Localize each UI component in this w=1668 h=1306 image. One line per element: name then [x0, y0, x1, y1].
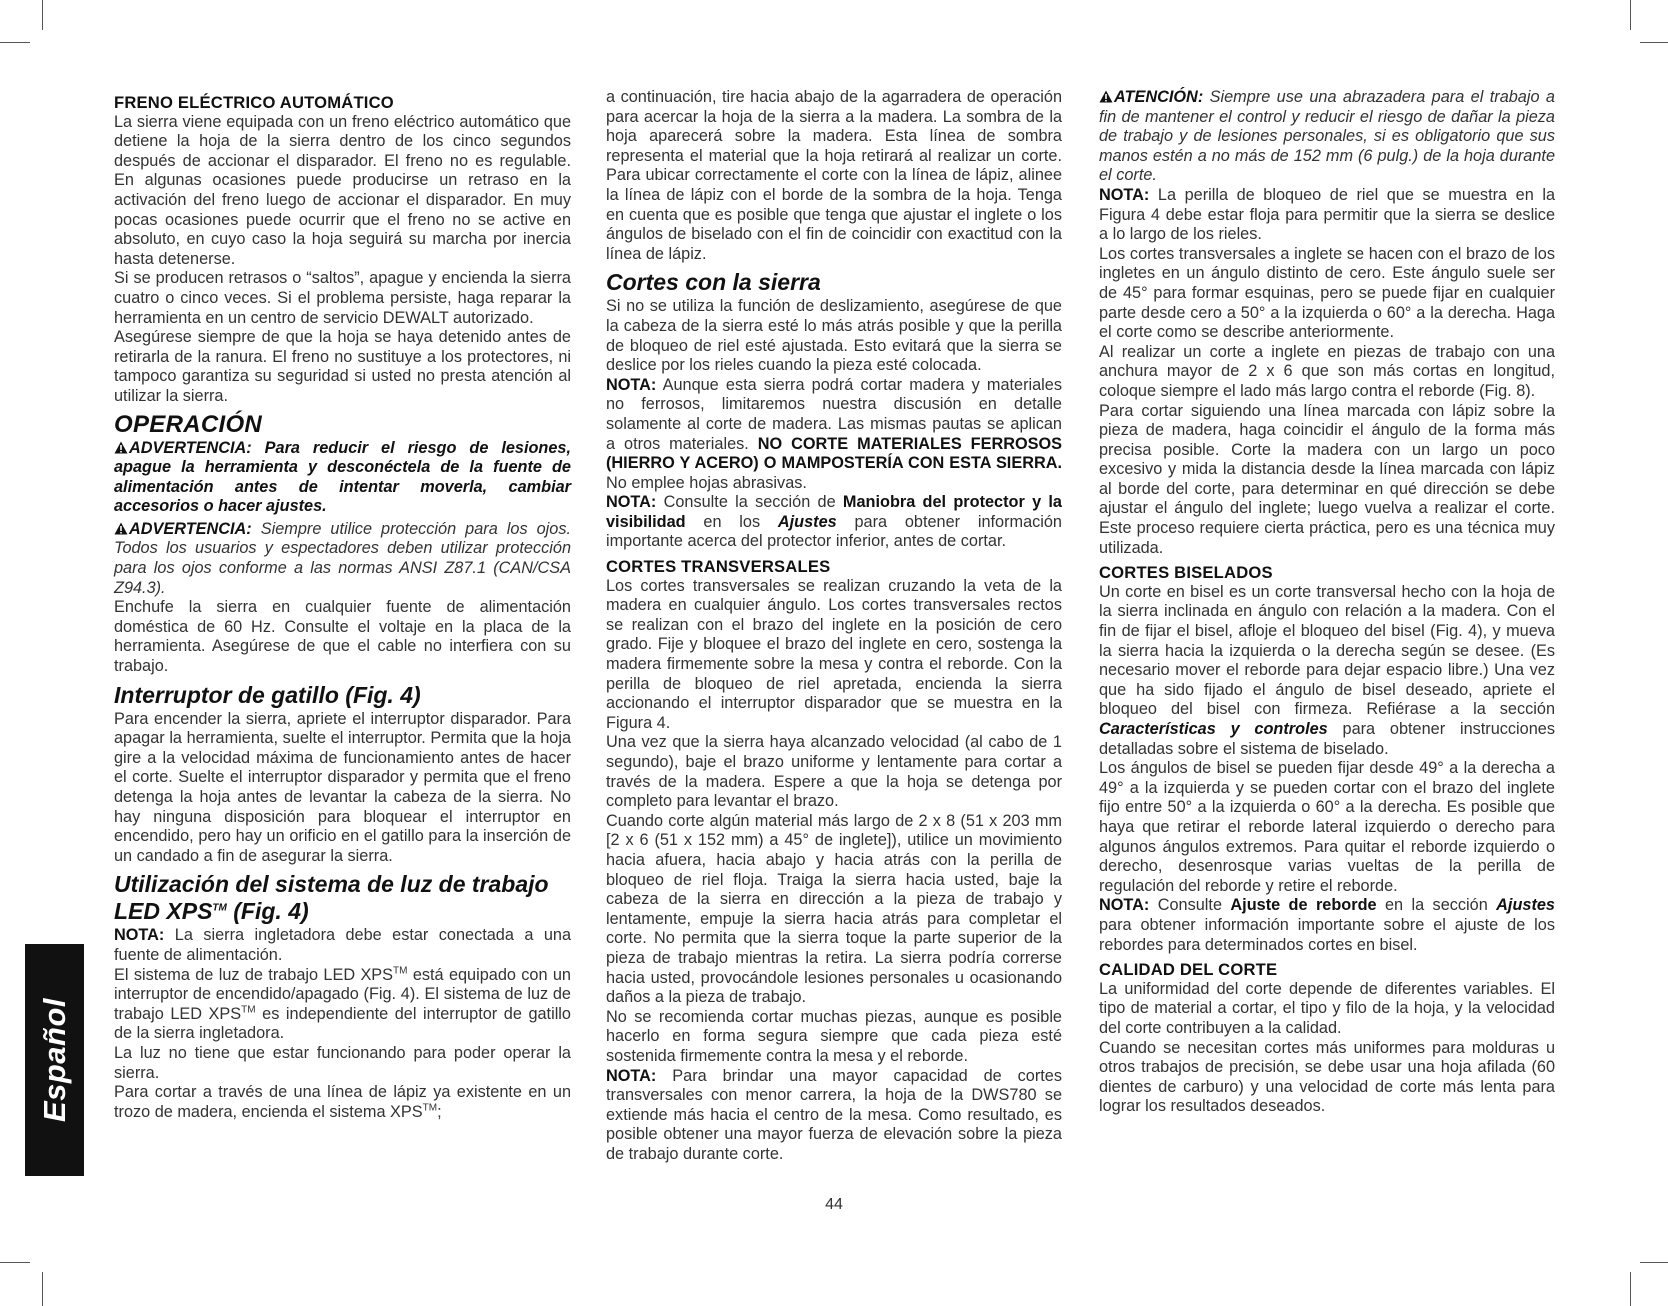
heading-operacion: OPERACIÓN	[114, 410, 263, 438]
warning-paragraph	[114, 520, 571, 598]
text-run: ;	[437, 1102, 442, 1121]
page-number: 44	[825, 1196, 843, 1213]
crop-mark	[1640, 1262, 1668, 1263]
paragraph: Al realizar un corte a inglete en piezas de trabajo con una anchura mayor de 2 x 6 que son más cortas en longitud, coloque siempre el lado más largo contra el reborde (Fig. 8).	[1099, 342, 1555, 400]
note-label: NOTA:	[606, 1066, 657, 1085]
crop-mark	[42, 0, 43, 30]
language-tab	[25, 944, 84, 1176]
text-run: Para cortar a través de una línea de lápiz ya existente en un trozo de madera, encienda el sistema XPS	[114, 1083, 571, 1121]
paragraph	[114, 966, 571, 1044]
trademark: TM	[422, 1102, 438, 1114]
paragraph: Si no se utiliza la función de deslizamiento, asegúrese de que la cabeza de la sierra esté lo más atrás posible y que la perilla de bloqueo de riel esté ajustada. Esto evitará que la sierra se deslice por los rieles cuando la pieza esté colocada.	[606, 297, 1062, 375]
heading-transversales: CORTES TRANSVERSALES	[606, 557, 831, 577]
column-2	[606, 88, 1062, 1164]
text-run: Un corte en bisel es un corte transversal hecho con la hoja de la sierra inclinada en ángulo con relación a la madera. Con el fin de fijar el bisel, afloje el bloqueo del bisel (Fig. 4), y mueva la sierra hacia la izquierda o la derecha según se desee. (Es necesario mover el reborde para dejar espacio libre.) Una vez que ha sido fijado el ángulo de bisel deseado, apriete el bloqueo del bisel con firmeza. Refiérase a la sección	[1099, 582, 1555, 719]
heading-freno: FRENO ELÉCTRICO AUTOMÁTICO	[114, 93, 394, 112]
text-run: Aunque esta sierra podrá cortar madera y materiales no ferrosos, limitaremos nuestra discusión en detalle solamente al corte de madera. Las mismas pautas se aplican a otros materiales.	[606, 375, 1062, 453]
text-run: Ajustes	[1496, 896, 1555, 915]
attention-text: Siempre use una abrazadera para el trabajo a fin de mantener el control y reducir el riesgo de dañar la pieza de trabajo y de lesiones personales, si es obligatorio que sus manos estén a no más de 152 mm (6 pulg.) de la hoja durante el corte.	[1099, 88, 1555, 185]
text-run: Maniobra del protector y la visibilidad	[606, 493, 1062, 531]
note-text: La sierra ingletadora debe estar conectada a una fuente de alimentación.	[114, 926, 571, 964]
heading-cortes: Cortes con la sierra	[606, 269, 821, 296]
paragraph: Para encender la sierra, apriete el interruptor disparador. Para apagar la herramienta, suelte el interruptor. Permita que la hoja gire a la velocidad máxima de funcionamiento antes de hacer el corte. Suelte el interruptor disparador y permita que el freno detenga la hoja antes de levantar la cabeza de la sierra. No hay ninguna disposición para bloquear el interruptor en encendido, pero hay un orificio en el gatillo para la inserción de un candado a fin de asegurar la sierra.	[114, 709, 571, 865]
warning-text: ADVERTENCIA: Para reducir el riesgo de lesiones, apague la herramienta y desconéctela de la fuente de alimentación antes de intentar moverla, cambiar accesorios o hacer ajustes.	[114, 438, 571, 516]
attention-paragraph	[1099, 88, 1555, 186]
paragraph: Enchufe la sierra en cualquier fuente de alimentación doméstica de 60 Hz. Consulte el voltaje en la placa de la herramienta. Asegúrese de que el cable no interfiera con su trabajo.	[114, 598, 571, 676]
paragraph: Cuando corte algún material más largo de 2 x 8 (51 x 203 mm [2 x 6 (51 x 152 mm) a 45° de inglete]), utilice un movimiento hacia afuera, hacia abajo y hacia atrás con la perilla de bloqueo de riel floja. Traiga la sierra hacia usted, baje la cabeza de la sierra en dirección a la pieza de trabajo y lentamente, empuje la sierra hacia atrás para completar el corte. No permita que la sierra toque la parte superior de la pieza de trabajo mientras la retira. La sierra podría correrse hacia usted, provocándole lesiones personales u ocasionando daños a la pieza de trabajo.	[606, 811, 1062, 1007]
text-run: para obtener información importante sobre el ajuste de los rebordes para determinados cortes en bisel.	[1099, 915, 1555, 954]
heading-interruptor: Interruptor de gatillo (Fig. 4)	[114, 681, 421, 708]
text-run: Consulte la sección de	[656, 493, 843, 512]
paragraph: Para cortar siguiendo una línea marcada con lápiz sobre la pieza de madera, haga coincidir el ángulo de la forma más precisa posible. Corte la madera con un largo un poco excesivo y mida la distancia desde la línea marcada con lápiz al borde del corte, para determinar en qué dirección se debe ajustar el ángulo del inglete; luego vuelva a realizar el corte. Este proceso requiere cierta práctica, pero es una técnica muy utilizada.	[1099, 401, 1555, 557]
note-label: NOTA:	[1099, 896, 1150, 915]
note-paragraph	[1099, 896, 1555, 955]
language-tab-label: Español	[36, 997, 72, 1123]
note-paragraph	[606, 376, 1062, 494]
heading-led-text: Utilización del sistema de luz de trabajo LED XPS	[114, 871, 549, 925]
attention-label: ATENCIÓN:	[1114, 88, 1204, 106]
text-run: Características y controles	[1099, 720, 1328, 738]
paragraph: Cuando se necesitan cortes más uniformes para molduras u otros trabajos de precisión, se debe usar una hoja afilada (60 dientes de carburo) y una velocidad de corte más lenta para lograr los resultados deseados.	[1099, 1038, 1555, 1116]
text-run: en la sección	[1376, 896, 1497, 915]
trademark: TM	[212, 902, 227, 914]
crop-mark	[0, 1262, 30, 1263]
text-run: Para brindar una mayor capacidad de cortes transversales con menor carrera, la hoja de la DWS780 se extiende más hacia el centro de la mesa. Como resultado, es posible obtener una mayor fuerza de elevación sobre la pieza de trabajo durante corte.	[606, 1066, 1062, 1163]
crop-mark	[1630, 0, 1631, 30]
text-run: en los	[685, 512, 778, 531]
note-paragraph	[606, 1067, 1062, 1165]
text-run: para obtener información importante acerca del protector inferior, antes de cortar.	[606, 512, 1062, 551]
warning-paragraph	[114, 439, 571, 517]
text-run: NO CORTE MATERIALES FERROSOS (HIERRO Y ACERO) O MAMPOSTERÍA CON ESTA SIERRA.	[606, 434, 1063, 473]
crop-mark	[1630, 1272, 1631, 1306]
text-run: No emplee hojas abrasivas.	[606, 473, 807, 492]
heading-led	[114, 871, 571, 925]
paragraph	[114, 1083, 571, 1122]
note-label: NOTA:	[114, 926, 165, 945]
note-paragraph	[114, 926, 571, 965]
paragraph: La luz no tiene que estar funcionando para poder operar la sierra.	[114, 1043, 571, 1082]
paragraph: Los cortes transversales a inglete se hacen con el brazo de los ingletes en un ángulo distinto de cero. Este ángulo suele ser de 45° para formar esquinas, pero se puede fijar en cualquier parte desde cero a 50° a la izquierda o 60° a la derecha. Haga el corte como se describe anteriormente.	[1099, 244, 1555, 342]
warning-icon	[114, 522, 128, 535]
paragraph: Los ángulos de bisel se pueden fijar desde 49° a la derecha a 49° a la izquierda y se pueden cortar con el brazo del inglete fijo entre 50° a la izquierda o 60° a la derecha. Es posible que haya que retirar el reborde lateral izquierdo o derecho para algunos ángulos extremos. Para quitar el reborde izquierdo o derecho, desenrosque varias vueltas de la perilla de regulación del reborde y retire el reborde.	[1099, 759, 1555, 895]
paragraph: No se recomienda cortar muchas piezas, aunque es posible hacerlo en forma segura siempre que cada pieza esté sostenida firmemente contra la mesa y el reborde.	[606, 1007, 1062, 1065]
note-label: NOTA:	[606, 493, 657, 512]
note-paragraph	[606, 493, 1062, 552]
paragraph: Si se producen retrasos o “saltos”, apague y encienda la sierra cuatro o cinco veces. Si el problema persiste, haga reparar la herramienta en un centro de servicio DEWALT autorizado.	[114, 269, 571, 327]
warning-icon	[114, 441, 128, 454]
text-run: El sistema de luz de trabajo LED XPS	[114, 965, 394, 984]
paragraph: La uniformidad del corte depende de diferentes variables. El tipo de material a cortar, el tipo y filo de la hoja, y la velocidad del corte contribuyen a la calidad.	[1099, 979, 1555, 1037]
paragraph: La sierra viene equipada con un freno eléctrico automático que detiene la hoja de la sierra dentro de los cinco segundos después de accionar el disparador. El freno no es regulable. En algunas ocasiones puede producirse un retraso en la activación del freno luego de accionar el disparador. En muy pocas ocasiones puede ocurrir que el freno no se active en absoluto, en cuyo caso la hoja seguirá su marcha por inercia hasta detenerse.	[114, 112, 571, 268]
text-run: es independiente del interruptor de gatillo de la sierra ingletadora.	[114, 1004, 571, 1043]
note-label: NOTA:	[1099, 185, 1150, 204]
trademark: TM	[241, 1004, 256, 1016]
paragraph: Los cortes transversales se realizan cruzando la veta de la madera en cualquier ángulo. Los cortes transversales rectos se realizan con el brazo del inglete en la posición de cero grado. Fije y bloquee el brazo del inglete en cero, sostenga la madera firmemente sobre la mesa y contra el reborde. Con la perilla de bloqueo de riel apretada, encienda la sierra accionando el interruptor disparador que se muestra en la Figura 4.	[606, 576, 1062, 732]
trademark: TM	[393, 965, 408, 977]
text-run: La perilla de bloqueo de riel que se muestra en la Figura 4 debe estar floja para permitir que la sierra se deslice a lo largo de los rieles.	[1099, 185, 1555, 244]
text-run: está equipado con un interruptor de encendido/apagado (Fig. 4). El sistema de luz de trabajo LED XPS	[114, 965, 571, 1023]
heading-calidad: CALIDAD DEL CORTE	[1099, 960, 1278, 980]
crop-mark	[0, 42, 30, 43]
crop-mark	[1640, 42, 1668, 43]
paragraph: Asegúrese siempre de que la hoja se haya detenido antes de retirarla de la ranura. El freno no sustituye a los protectores, ni tampoco garantiza su seguridad si usted no presta atención al utilizar la sierra.	[114, 328, 571, 405]
heading-led-fig: (Fig. 4)	[226, 898, 309, 925]
text-run: para obtener instrucciones detalladas sobre el sistema de biselado.	[1099, 720, 1555, 758]
note-label: NOTA:	[606, 375, 657, 394]
note-paragraph	[1099, 186, 1555, 245]
column-1	[114, 88, 571, 1122]
paragraph	[1099, 583, 1555, 759]
warning-icon	[1099, 90, 1113, 103]
heading-biselados: CORTES BISELADOS	[1099, 563, 1273, 583]
warning-label: ADVERTENCIA:	[129, 519, 252, 538]
column-3	[1099, 88, 1555, 1117]
paragraph: Una vez que la sierra haya alcanzado velocidad (al cabo de 1 segundo), baje el brazo uniforme y lentamente para cortar a través de la madera. Espere a que la hoja se detenga por completo para levantar el brazo.	[606, 733, 1062, 811]
text-run: Ajustes	[777, 512, 837, 531]
paragraph: a continuación, tire hacia abajo de la agarradera de operación para acercar la hoja de la sierra a la madera. La sombra de la hoja aparecerá sobre la madera. Esta línea de sombra representa el material que la hoja retirará al realizar un corte. Para ubicar correctamente el corte con la línea de lápiz, alinee la línea de lápiz con el borde de la sombra de la hoja. Tenga en cuenta que es posible que tenga que ajustar el inglete o los ángulos de biselado con el fin de coincidir con exactitud con la línea de lápiz.	[606, 88, 1062, 263]
warning-text: Siempre utilice protección para los ojos. Todos los usuarios y espectadores deben utilizar protección para los ojos conforme a las normas ANSI Z87.1 (CAN/CSA Z94.3).	[114, 519, 571, 597]
text-run: Consulte	[1149, 896, 1231, 915]
text-run: Ajuste de reborde	[1230, 896, 1377, 915]
crop-mark	[42, 1272, 43, 1306]
